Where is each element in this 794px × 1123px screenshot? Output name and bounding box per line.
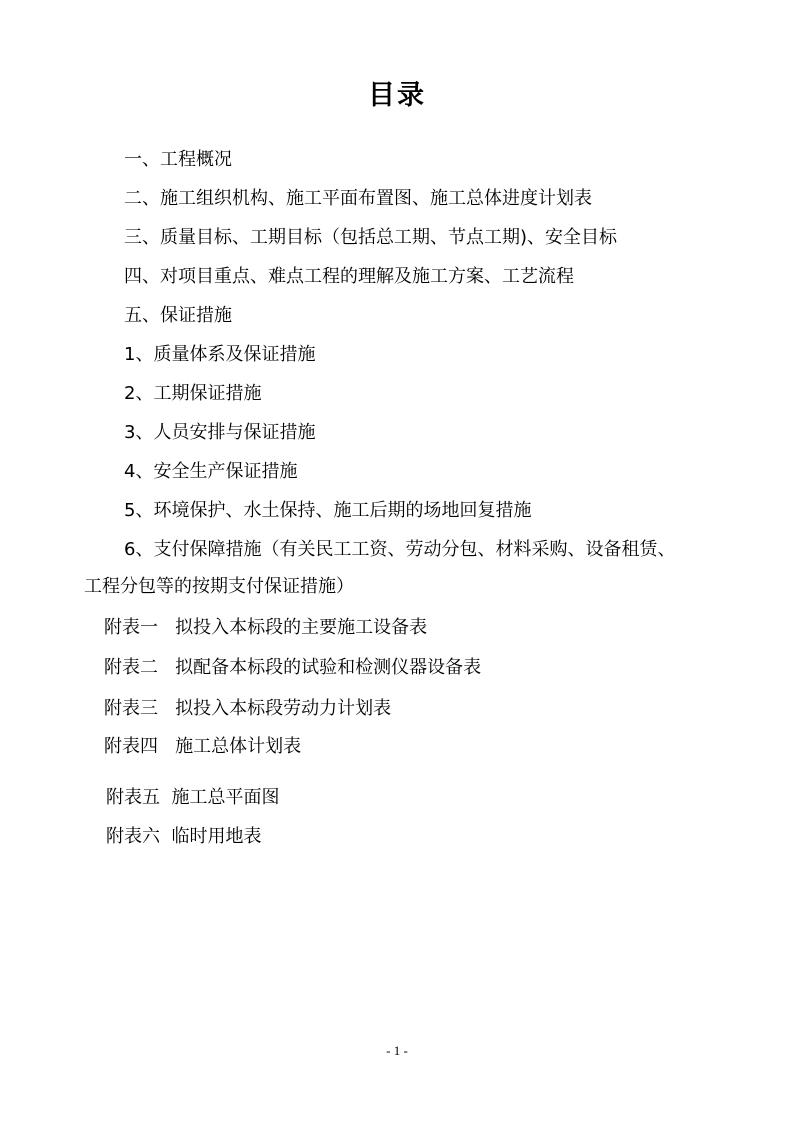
- toc-appendix-3: 附表三 拟投入本标段劳动力计划表: [104, 698, 392, 719]
- toc-subitem-payment: 6、支付保障措施（有关民工工资、劳动分包、材料采购、设备租赁、: [124, 539, 676, 560]
- toc-item-targets: 三、质量目标、工期目标（包括总工期、节点工期)、安全目标: [124, 227, 618, 248]
- toc-item-project-overview: 一、工程概况: [124, 149, 232, 170]
- page-number: - 1 -: [386, 1043, 408, 1058]
- toc-item-key-points: 四、对项目重点、难点工程的理解及施工方案、工艺流程: [124, 266, 574, 287]
- toc-item-guarantee-measures: 五、保证措施: [124, 305, 232, 326]
- page-title: 目录: [368, 80, 426, 111]
- toc-appendix-4: 附表四 施工总体计划表: [104, 736, 302, 757]
- toc-subitem-environment: 5、环境保护、水土保持、施工后期的场地回复措施: [124, 500, 532, 521]
- toc-item-organization: 二、施工组织机构、施工平面布置图、施工总体进度计划表: [124, 188, 592, 209]
- toc-subitem-safety: 4、安全生产保证措施: [124, 461, 298, 482]
- toc-appendix-5: 附表五 施工总平面图: [106, 787, 280, 808]
- toc-appendix-2: 附表二 拟配备本标段的试验和检测仪器设备表: [104, 657, 482, 678]
- toc-subitem-payment-continued: 工程分包等的按期支付保证措施）: [84, 576, 354, 597]
- toc-appendix-1: 附表一 拟投入本标段的主要施工设备表: [104, 617, 428, 638]
- toc-subitem-schedule: 2、工期保证措施: [124, 383, 262, 404]
- toc-subitem-personnel: 3、人员安排与保证措施: [124, 422, 316, 443]
- toc-appendix-6: 附表六 临时用地表: [106, 826, 262, 847]
- toc-subitem-quality: 1、质量体系及保证措施: [124, 344, 316, 365]
